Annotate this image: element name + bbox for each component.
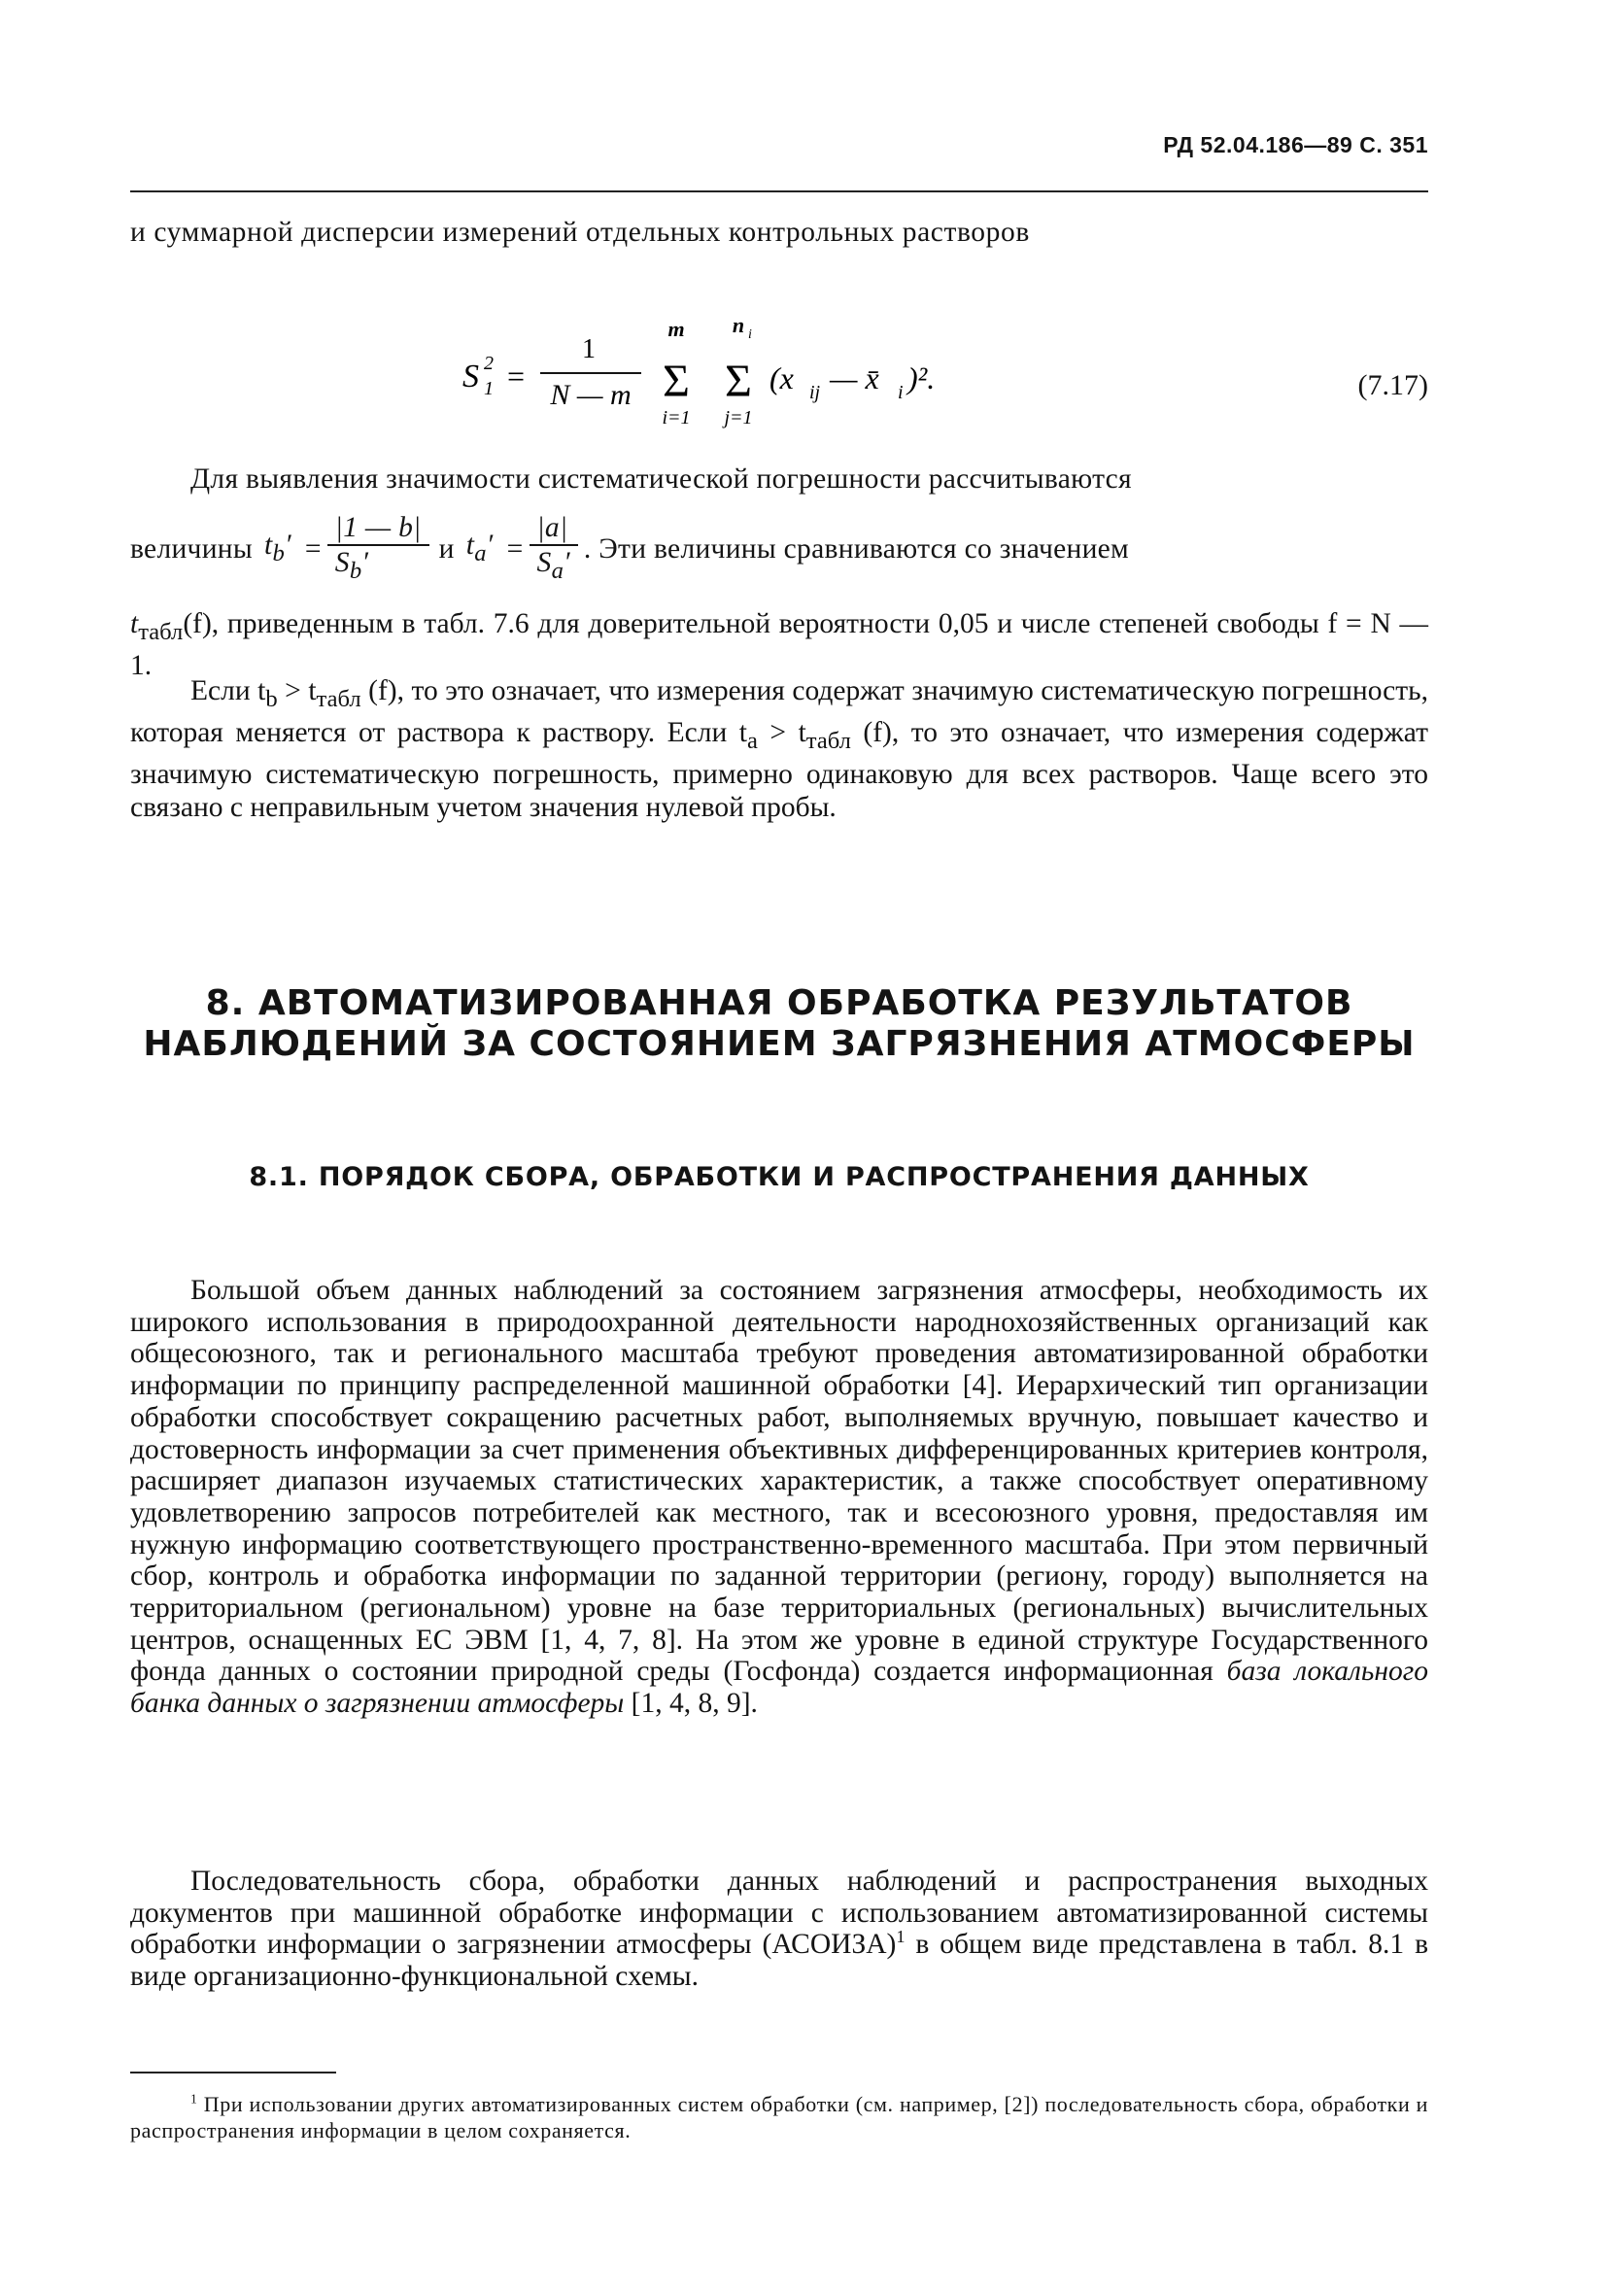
intro-line: и суммарной дисперсии измерений отдельных контрольных растворов [130, 217, 1030, 248]
sum1-upper: m [667, 317, 685, 341]
formula-tail: . Эти величины сравниваются со значением [583, 533, 1130, 565]
paragraph-significance-line1: Для выявления значимости систематической погрешности рассчитываются [190, 463, 1132, 495]
tb-fraction: $\frac{|1 — b|}{S_b'}$ [327, 511, 429, 588]
formula-lhs-sub: 1 [484, 378, 494, 399]
sum2-upper-sub: i [748, 327, 752, 342]
footnote-rule [130, 2072, 336, 2073]
formula-equals: = [507, 359, 526, 394]
footnote: $^1$ При использовании других автоматизированных систем обработки (см. например, [2]) последовательность сбора, обработки и распространения информации в целом сохраняется. [130, 2091, 1428, 2142]
formula-term-mid: — x̄ [830, 360, 879, 395]
formula-frac-num: 1 [582, 334, 596, 364]
subsection-title: 8.1. ПОРЯДОК СБОРА, ОБРАБОТКИ И РАСПРОСТРАНЕНИЯ ДАННЫХ [249, 1162, 1310, 1192]
tb-symbol: $t_b'$ [264, 530, 291, 566]
ta-fraction: $\frac{|a|}{S_a'}$ [530, 511, 578, 588]
formula-term-sub-ij: ij [809, 382, 821, 403]
paragraph-significance-formulas [130, 511, 1428, 588]
section-title-line1: 8. АВТОМАТИЗИРОВАННАЯ ОБРАБОТКА РЕЗУЛЬТАТОВ [205, 983, 1353, 1023]
ta-equals: = [506, 533, 524, 565]
paragraph-sequence: Последовательность сбора, обработки данных наблюдений и распространения выходных документов при машинной обработке информации с использованием автоматизированной системы обработки информации о загрязнении атмосферы (АСОИЗА)$^1$ в общем виде представлена в табл. 8.1 в виде организационно-функциональной схемы. [130, 1866, 1428, 1993]
section-title-line2: НАБЛЮДЕНИЙ ЗА СОСТОЯНИЕМ ЗАГРЯЗНЕНИЯ АТМОСФЕРЫ [143, 1024, 1416, 1064]
section-title [130, 983, 1428, 1065]
formula-lhs: S [462, 359, 479, 394]
ta-symbol: $t_a'$ [465, 530, 494, 566]
formula-term-end: )². [907, 360, 936, 395]
paragraph-volume-of-data: Большой объем данных наблюдений за состоянием загрязнения атмосферы, необходимость их широкого использования в природоохранной деятельности народнохозяйственных организаций как общесоюзного, так и регионального масштаба требуют проведения автоматизированной обработки информации по принципу распределенной машинной обработки [4]. Иерархический тип организации обработки способствует сокращению расчетных работ, выполняемых вручную, повышает качество и достоверность информации за счет применения объективных дифференцированных критериев контроля, расширяет диапазон изучаемых статистических характеристик, а также способствует оперативному удовлетворению запросов потребителей как местного, так и всесоюзного уровня, предоставляя им нужную информацию соответствующего пространственно-временного масштаба. При этом первичный сбор, контроль и обработка информации по заданной территории (региону, городу) выполняется на территориальном (региональном) уровне на базе территориальных (региональных) вычислительных центров, оснащенных ЕС ЭВМ [1, 4, 7, 8]. На этом же уровне в единой структуре Государственного фонда данных о состоянии природной среды (Госфонда) создается информационная база локального банка данных о загрязнении атмосферы [1, 4, 8, 9]. [130, 1275, 1428, 1720]
italic-phrase: база локального банка данных о загрязнении атмосферы [130, 1656, 1428, 1720]
formula-term-start: (x [769, 360, 794, 395]
sum2-lower: j=1 [724, 407, 753, 428]
formula-7-17 [457, 309, 1078, 445]
equation-number: (7.17) [1357, 369, 1428, 401]
formula-frac-den: N — m [550, 379, 632, 411]
sum1-sigma: Σ [663, 356, 690, 407]
sum2-sigma: Σ [725, 356, 752, 407]
page-header-code: РД 52.04.186—89 С. 351 [1163, 132, 1428, 157]
and-word: и [438, 533, 455, 565]
tb-equals: = [304, 533, 322, 565]
header-rule [130, 190, 1428, 192]
sum2-upper: n [732, 313, 745, 337]
formula-term-sub-i: i [898, 382, 904, 403]
sum1-lower: i=1 [662, 407, 691, 428]
values-word: величины [130, 533, 253, 565]
footnote-ref: 1 [896, 1927, 906, 1947]
paragraph-if-condition: Если $t_b > t_{табл}$ (f), то это означает, что измерения содержат значимую систематическую погрешность, которая меняется от раствора к раствору. Если $t_a > t_{табл}$ (f), то это означает, что измерения содержат значимую систематическую погрешность, примерно одинаковую для всех растворов. Чаще всего это связано с неправильным учетом значения нулевой пробы. [130, 675, 1428, 823]
paragraph-significance-end: $t_{табл}(f)$, приведенным в табл. 7.6 для доверительной вероятности 0,05 и числе степеней свободы f = N — 1. [130, 608, 1428, 681]
formula-lhs-sup: 2 [484, 353, 494, 374]
